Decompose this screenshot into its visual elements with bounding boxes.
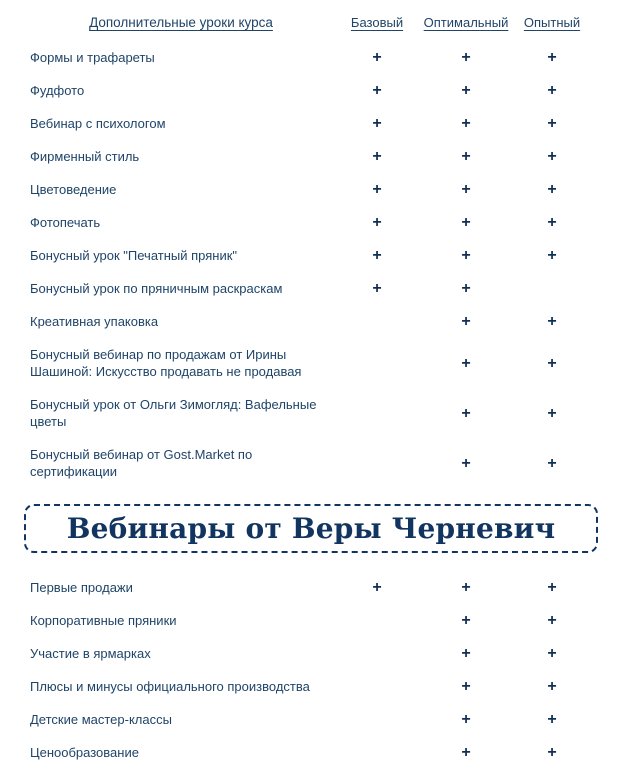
table-row [0,438,622,488]
tier-optimal-cell: + [461,678,471,695]
table-row [0,305,622,338]
row-label: Плюсы и минусы официального производства [30,679,310,694]
table-row [0,604,622,637]
tier-expert-cell: + [547,744,557,761]
webinars-section [0,571,622,769]
additional-lessons-section [0,41,622,488]
row-label: Бонусный урок от Ольги Зимогляд: Вафельные цветы [30,397,317,429]
row-label: Участие в ярмарках [30,646,151,661]
course-lessons-header [30,14,332,31]
table-row [0,703,622,736]
tier-optimal-link[interactable]: Оптимальный [423,15,509,30]
tier-basic-cell: + [372,247,382,264]
tier-optimal-cell: + [461,181,471,198]
tier-basic-link[interactable]: Базовый [350,15,404,30]
table-row [0,571,622,604]
table-row [0,74,622,107]
tier-expert-cell: + [547,115,557,132]
table-row [0,388,622,438]
tier-expert-cell: + [547,454,557,472]
tier-optimal-cell: + [461,280,471,297]
tier-expert-cell: + [547,579,557,596]
tier-expert-cell: + [547,711,557,728]
tier-expert-cell: + [547,354,557,372]
tier-expert-cell: + [547,148,557,165]
tier-optimal-cell: + [461,148,471,165]
tier-optimal-cell: + [461,645,471,662]
webinars-banner-title: Вебинары от Веры Черневич [66,512,556,545]
row-label: Ценообразование [30,745,139,760]
row-label: Бонусный вебинар по продажам от Ирины Шашиной: Искусство продавать не продавая [30,347,302,379]
table-row [0,140,622,173]
tier-expert-cell: + [547,247,557,264]
table-row [0,239,622,272]
tier-expert-cell: + [547,49,557,66]
row-label: Бонусный вебинар от Gost.Market по сертификации [30,447,253,479]
table-row [0,173,622,206]
row-label: Бонусный урок "Печатный пряник" [30,248,238,263]
tier-optimal-cell: + [461,354,471,372]
tier-basic-cell: + [372,148,382,165]
row-label: Корпоративные пряники [30,613,177,628]
tier-optimal-cell: + [461,313,471,330]
tier-basic-cell: + [372,214,382,231]
tier-optimal-cell: + [461,454,471,472]
tier-expert-cell: + [547,404,557,422]
tier-basic-cell: + [372,49,382,66]
tier-basic-cell: + [372,280,382,297]
row-label: Цветоведение [30,182,117,197]
tier-basic-cell: + [372,82,382,99]
tier-header-expert [510,14,594,31]
tier-expert-cell: + [547,612,557,629]
table-row [0,206,622,239]
tier-optimal-cell: + [461,579,471,596]
table-row [0,338,622,388]
row-label: Креативная упаковка [30,314,159,329]
table-row [0,41,622,74]
table-row [0,272,622,305]
table-header-row [0,8,622,41]
tier-optimal-cell: + [461,214,471,231]
tier-expert-cell: + [547,181,557,198]
tier-optimal-cell: + [461,49,471,66]
tier-header-basic [332,14,422,31]
row-label: Первые продажи [30,580,133,595]
table-row [0,637,622,670]
row-label: Бонусный урок по пряничным раскраскам [30,281,283,296]
tier-expert-cell: + [547,214,557,231]
tier-basic-cell: + [372,579,382,596]
table-row [0,736,622,769]
row-label: Фирменный стиль [30,149,140,164]
table-row [0,670,622,703]
tier-optimal-cell: + [461,404,471,422]
webinars-banner [24,504,598,553]
tier-optimal-cell: + [461,744,471,761]
tier-expert-cell: + [547,313,557,330]
course-lessons-header-link[interactable]: Дополнительные уроки курса [89,15,273,30]
tier-expert-cell: + [547,645,557,662]
row-label: Фотопечать [30,215,101,230]
row-label: Детские мастер-классы [30,712,172,727]
tier-optimal-cell: + [461,711,471,728]
tier-optimal-cell: + [461,247,471,264]
tier-expert-cell: + [547,678,557,695]
tier-basic-cell: + [372,181,382,198]
tier-expert-link[interactable]: Опытный [523,15,581,30]
table-row [0,107,622,140]
tier-basic-cell: + [372,115,382,132]
row-label: Вебинар с психологом [30,116,166,131]
tier-optimal-cell: + [461,612,471,629]
tier-header-optimal [422,14,510,31]
row-label: Фудфото [30,83,85,98]
tier-optimal-cell: + [461,82,471,99]
row-label: Формы и трафареты [30,50,155,65]
tier-optimal-cell: + [461,115,471,132]
tier-expert-cell: + [547,82,557,99]
